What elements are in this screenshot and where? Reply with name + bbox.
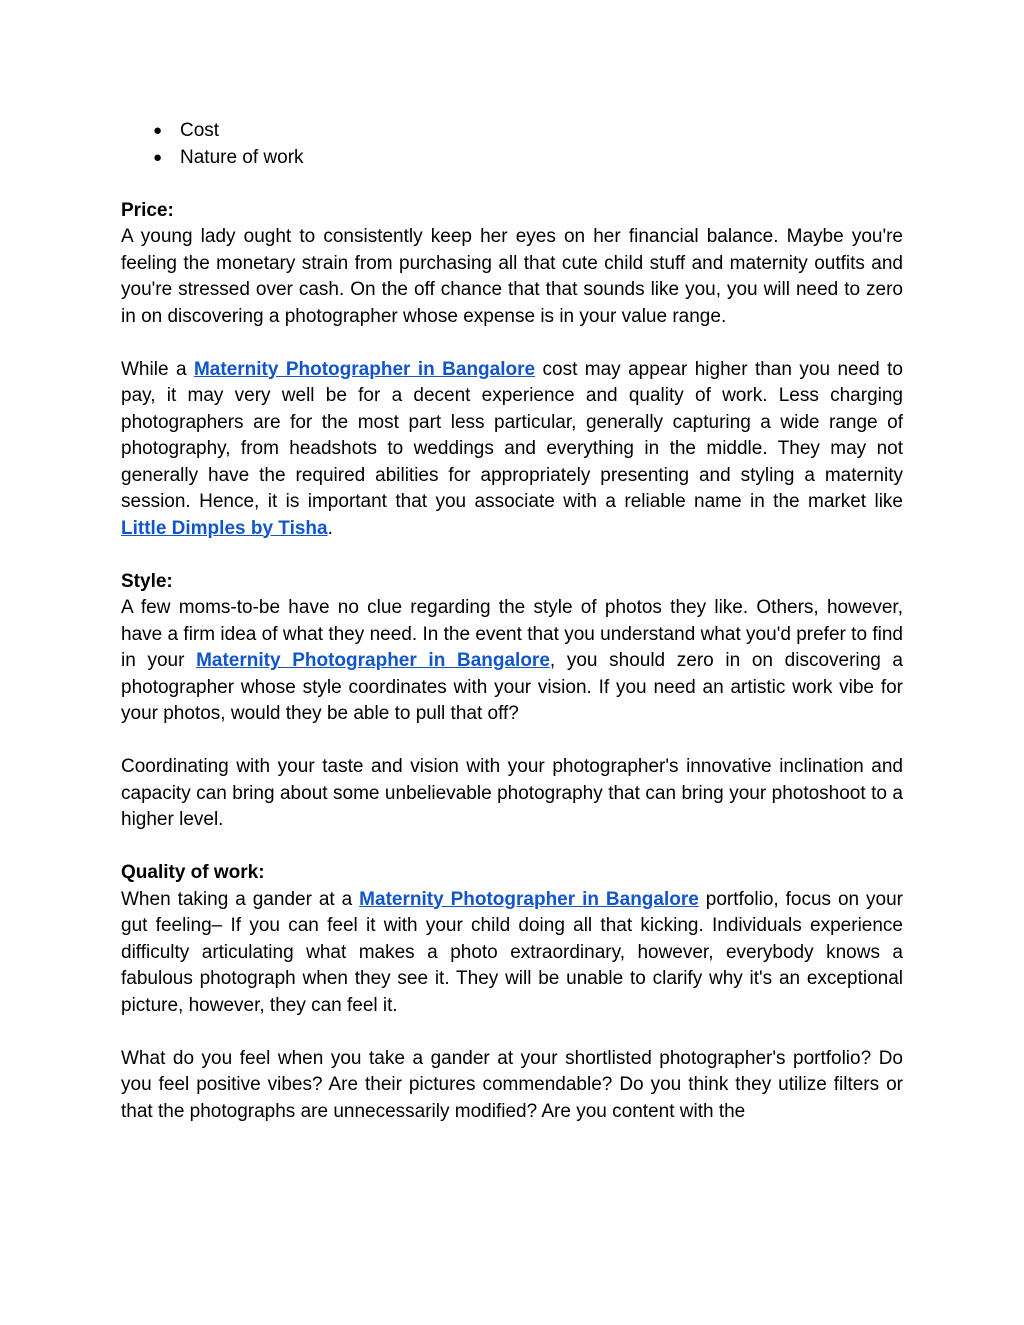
list-item [121,145,903,172]
list-item-text: Cost [180,120,220,141]
section-heading-price: Price: [121,199,174,221]
spacer [121,330,903,357]
paragraph: While a Maternity Photographer in Bangalore cost may appear higher than you need to pay, it may very well be for a decent experience and quality of work. Less charging photographers are for the most part less particular, generally capturing a wide range of photography, from headshots to weddings and everything in the middle. They may not generally have the required abilities for appropriately presenting and styling a maternity session. Hence, it is important that you associate with a reliable name in the market like Little Dimples by Tisha. [121,358,903,539]
spacer [121,1019,903,1046]
list-item-text: Nature of work [180,146,304,168]
section-heading-style: Style: [121,570,173,592]
maternity-photographer-link[interactable]: Maternity Photographer in Bangalore [193,358,536,380]
bullet-icon: ● [153,148,163,166]
section-heading-quality: Quality of work: [121,862,265,883]
little-dimples-link[interactable]: Little Dimples by Tisha [121,517,328,539]
paragraph: A young lady ought to consistently keep her eyes on her financial balance. Maybe you're feeling the monetary strain from purchasing all that cute child stuff and maternity outfits and you're stressed over cash. On the off chance that that sounds like you, you will need to zero in on discovering a photographer whose expense is in your value range. [121,226,903,327]
paragraph: What do you feel when you take a gander at your shortlisted photographer's portfolio? Do you feel positive vibes? Are their pictures commendable? Do you think they utilize filters or that the photographs are unnecessarily modified? Are you content with the [121,1047,903,1122]
paragraph: When taking a gander at a Maternity Photographer in Bangalore portfolio, focus on your gut feeling– If you can feel it with your child doing all that kicking. Individuals experience difficulty articulating what makes a photo extraordinary, however, everybody knows a fabulous photograph when they see it. They will be unable to clarify why it's an exceptional picture, however, they can feel it. [121,888,904,1016]
bullet-list [121,118,903,171]
spacer [121,542,903,569]
paragraph: A few moms-to-be have no clue regarding the style of photos they like. Others, however, have a firm idea of what they need. In the event that you understand what you'd prefer to find in your Maternity Photographer in Bangalore, you should zero in on discovering a photographer whose style coordinates with your vision. If you need an artistic work vibe for your photos, would they be able to pull that off? [121,597,903,724]
maternity-photographer-link[interactable]: Maternity Photographer in Bangalore [359,888,699,910]
bullet-icon: ● [153,122,163,139]
document-page [121,118,903,1125]
spacer [121,834,903,861]
maternity-photographer-link[interactable]: Maternity Photographer in Bangalore [196,650,550,671]
list-item [121,118,903,145]
spacer [121,171,903,198]
spacer [121,728,903,755]
paragraph: Coordinating with your taste and vision with your photographer's innovative inclination and capacity can bring about some unbelievable photography that can bring your photoshoot to a higher level. [121,756,903,830]
